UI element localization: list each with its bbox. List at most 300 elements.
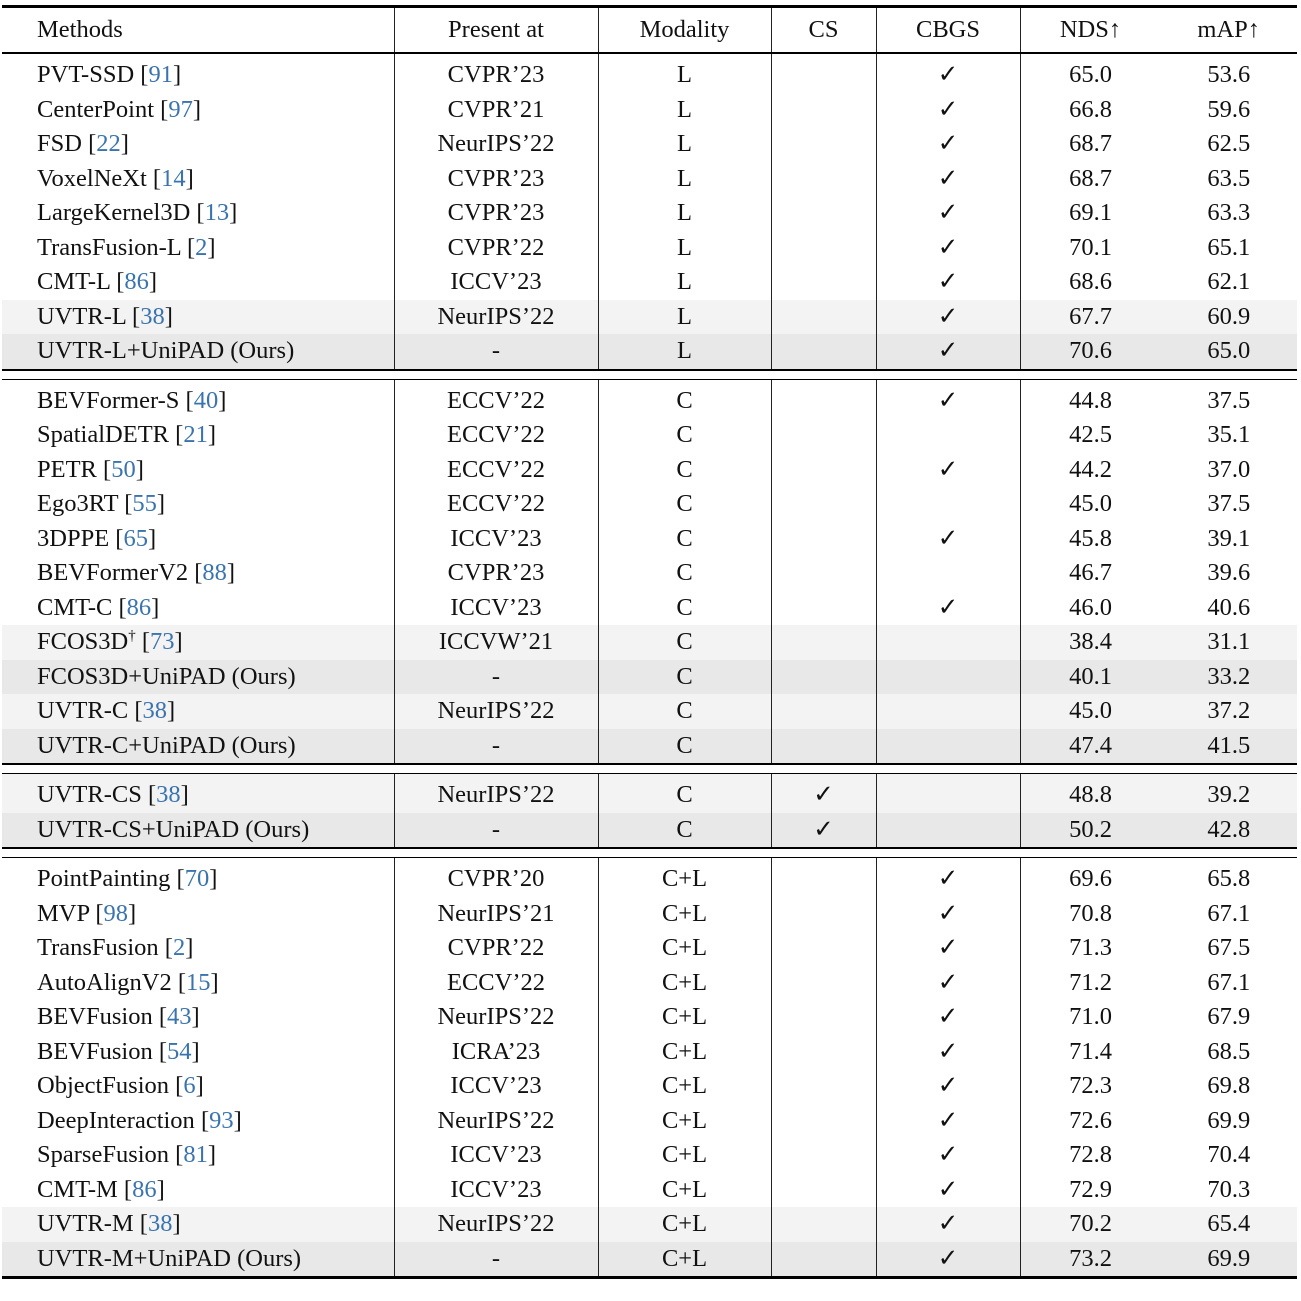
method-cell: PVT-SSD [91] [2, 53, 394, 93]
method-name: CenterPoint [37, 95, 155, 123]
modality-cell: L [598, 53, 771, 93]
venue-cell: CVPR’20 [394, 858, 598, 897]
cbgs-check-cell [876, 418, 1020, 453]
citation-link[interactable]: 86 [124, 268, 149, 295]
map-value: 67.1 [1207, 899, 1251, 927]
double-rule [2, 848, 1297, 858]
cbgs-check-cell [876, 625, 1020, 660]
cbgs-check-cell: ✓ [876, 1173, 1020, 1208]
modality-cell: C+L [598, 897, 771, 932]
venue-cell: ECCV’22 [394, 379, 598, 418]
venue-cell: - [394, 1242, 598, 1278]
map-value: 68.5 [1207, 1037, 1251, 1065]
method-cell [2, 1242, 394, 1278]
cbgs-check-cell: ✓ [876, 1069, 1020, 1104]
method-cell: UVTR-CS [38] [2, 774, 394, 813]
cs-check-cell [771, 522, 876, 557]
nds-value: 72.3 [1069, 1072, 1112, 1099]
nds-value: 45.8 [1069, 524, 1112, 552]
modality-cell: C [598, 694, 771, 729]
cbgs-check-cell [876, 660, 1020, 695]
modality-cell: C+L [598, 1138, 771, 1173]
method-name: TransFusion [37, 934, 159, 961]
nds-value: 46.7 [1069, 559, 1112, 586]
cbgs-check-cell [876, 813, 1020, 849]
method-name: MVP [37, 899, 90, 927]
method-name: UVTR-C+UniPAD (Ours) [37, 731, 296, 759]
cbgs-check-cell [876, 487, 1020, 522]
cs-check-cell [771, 931, 876, 966]
cbgs-check-cell [876, 694, 1020, 729]
map-value: 39.1 [1207, 524, 1251, 552]
method-cell: UVTR-M [38] [2, 1207, 394, 1242]
nds-value: 72.9 [1069, 1175, 1112, 1203]
map-value: 63.5 [1207, 164, 1251, 192]
method-name: CMT-L [37, 268, 111, 295]
venue-cell: ECCV’22 [394, 966, 598, 1001]
table-row [2, 487, 1297, 522]
nds-value: 69.6 [1069, 865, 1112, 892]
nds-value: 70.2 [1069, 1210, 1112, 1237]
method-cell: UVTR-L [38] [2, 300, 394, 335]
cs-check-cell [771, 625, 876, 660]
nds-value: 73.2 [1020, 1242, 1161, 1278]
method-cell: CMT-L [86] [2, 265, 394, 300]
table-row [2, 127, 1297, 162]
cs-check-cell: ✓ [771, 813, 876, 849]
nds-value: 45.0 [1069, 697, 1112, 724]
method-name: FSD [37, 130, 82, 157]
map-value: 65.0 [1207, 337, 1251, 364]
method-cell [2, 813, 394, 849]
modality-cell: L [598, 231, 771, 266]
method-cell: PETR [50] [2, 453, 394, 488]
map-value: 39.2 [1207, 781, 1251, 808]
citation-link[interactable]: 38 [156, 781, 181, 808]
modality-cell: C+L [598, 1173, 771, 1208]
map-value: 37.0 [1207, 455, 1251, 483]
cs-check-cell [771, 334, 876, 370]
method-cell [2, 660, 394, 695]
cs-check-cell [771, 1069, 876, 1104]
citation-link[interactable]: 86 [132, 1175, 157, 1203]
cbgs-check-cell: ✓ [876, 858, 1020, 897]
method-name: BEVFusion [37, 1037, 153, 1065]
table-row [2, 625, 1297, 660]
method-name: Ego3RT [37, 490, 119, 517]
table-row [2, 858, 1297, 897]
header-cbgs: CBGS [876, 7, 1020, 54]
modality-cell: C+L [598, 1069, 771, 1104]
method-name: SpatialDETR [37, 421, 170, 448]
citation-link[interactable]: 54 [167, 1037, 192, 1065]
nds-value: 42.5 [1069, 421, 1112, 448]
map-value: 37.2 [1207, 697, 1251, 724]
venue-cell: ICCV’23 [394, 1069, 598, 1104]
venue-cell: CVPR’23 [394, 53, 598, 93]
map-value: 33.2 [1207, 662, 1251, 690]
venue-cell: NeurIPS’22 [394, 774, 598, 813]
table-row [2, 453, 1297, 488]
venue-cell: NeurIPS’22 [394, 694, 598, 729]
citation-link[interactable]: 22 [96, 130, 121, 157]
map-value: 41.5 [1207, 731, 1251, 759]
header-map: mAP↑ [1197, 16, 1261, 43]
map-value: 65.8 [1207, 865, 1251, 892]
cs-check-cell [771, 93, 876, 128]
cs-check-cell [771, 418, 876, 453]
cbgs-check-cell: ✓ [876, 231, 1020, 266]
method-cell: SpatialDETR [21] [2, 418, 394, 453]
citation-link[interactable]: 86 [126, 593, 152, 621]
cbgs-check-cell: ✓ [876, 53, 1020, 93]
cbgs-check-cell [876, 774, 1020, 813]
cbgs-check-cell: ✓ [876, 1207, 1020, 1242]
cbgs-check-cell: ✓ [876, 897, 1020, 932]
nds-value: 70.6 [1069, 337, 1112, 364]
header-cs: CS [771, 7, 876, 54]
table-row [2, 931, 1297, 966]
citation-link[interactable]: 91 [148, 61, 173, 88]
table-row [2, 897, 1297, 932]
cbgs-check-cell: ✓ [876, 162, 1020, 197]
citation-link[interactable]: 15 [186, 968, 211, 996]
modality-cell: L [598, 162, 771, 197]
header-present-at: Present at [394, 7, 598, 54]
modality-cell: C [598, 453, 771, 488]
method-cell: BEVFusion [43] [2, 1000, 394, 1035]
venue-cell: CVPR’21 [394, 93, 598, 128]
modality-cell: L [598, 334, 771, 370]
table-row [2, 774, 1297, 813]
section-divider [2, 370, 1297, 380]
table-row [2, 1069, 1297, 1104]
method-cell: PointPainting [70] [2, 858, 394, 897]
cbgs-check-cell: ✓ [876, 379, 1020, 418]
table-row [2, 196, 1297, 231]
citation-link[interactable]: 38 [147, 1210, 173, 1237]
nds-value: 71.4 [1069, 1037, 1112, 1065]
table-row [2, 53, 1297, 93]
method-name: AutoAlignV2 [37, 968, 172, 996]
modality-cell: C+L [598, 1000, 771, 1035]
map-value: 42.8 [1207, 815, 1251, 843]
modality-cell: C [598, 487, 771, 522]
map-value: 67.5 [1207, 934, 1251, 961]
citation-link[interactable]: 70 [184, 865, 210, 892]
cs-check-cell [771, 660, 876, 695]
map-value: 69.9 [1161, 1242, 1298, 1278]
table-row [2, 418, 1297, 453]
nds-value: 66.8 [1069, 95, 1112, 123]
venue-cell: NeurIPS’22 [394, 127, 598, 162]
citation-link[interactable]: 6 [183, 1072, 196, 1099]
header-row [2, 7, 1297, 54]
method-name: BEVFormer-S [37, 386, 180, 414]
nds-value: 70.8 [1069, 899, 1112, 927]
cs-check-cell [771, 265, 876, 300]
citation-link[interactable]: 65 [123, 524, 148, 552]
nds-value: 70.1 [1069, 233, 1112, 261]
citation-link[interactable]: 40 [193, 386, 219, 414]
cbgs-check-cell: ✓ [876, 1242, 1020, 1278]
venue-cell: ICCV’23 [394, 1138, 598, 1173]
table-row [2, 1104, 1297, 1139]
method-name: PointPainting [37, 865, 171, 892]
cs-check-cell [771, 858, 876, 897]
method-cell: BEVFormer-S [40] [2, 379, 394, 418]
method-cell: UVTR-C [38] [2, 694, 394, 729]
citation-link[interactable]: 81 [183, 1141, 208, 1168]
cs-check-cell [771, 300, 876, 335]
method-name: PETR [37, 455, 97, 483]
table-row [2, 231, 1297, 266]
method-cell: BEVFusion [54] [2, 1035, 394, 1070]
cbgs-check-cell: ✓ [876, 1138, 1020, 1173]
method-name: UVTR-CS+UniPAD (Ours) [37, 815, 310, 843]
method-cell: MVP [98] [2, 897, 394, 932]
venue-cell: ECCV’22 [394, 487, 598, 522]
modality-cell: C+L [598, 1104, 771, 1139]
modality-cell: L [598, 127, 771, 162]
cs-check-cell [771, 729, 876, 765]
cs-check-cell [771, 127, 876, 162]
table-row [2, 522, 1297, 557]
method-name: UVTR-CS [37, 781, 142, 808]
table-row [2, 694, 1297, 729]
cbgs-check-cell: ✓ [876, 453, 1020, 488]
dagger-footnote-mark: † [128, 627, 136, 644]
method-cell: TransFusion-L [2] [2, 231, 394, 266]
table-body [2, 53, 1297, 1278]
method-name: UVTR-M+UniPAD (Ours) [37, 1244, 302, 1272]
map-value: 70.3 [1207, 1175, 1251, 1203]
venue-cell: CVPR’23 [394, 162, 598, 197]
method-cell: CenterPoint [97] [2, 93, 394, 128]
citation-link[interactable]: 97 [168, 95, 193, 123]
venue-cell: - [394, 660, 598, 695]
map-value: 37.5 [1207, 490, 1251, 517]
venue-cell: ICCV’23 [394, 522, 598, 557]
nds-value: 65.0 [1069, 61, 1112, 88]
nds-value: 67.7 [1069, 302, 1112, 330]
nds-value: 40.1 [1069, 662, 1112, 690]
citation-link[interactable]: 43 [167, 1003, 192, 1030]
venue-cell: CVPR’23 [394, 196, 598, 231]
nds-value: 72.6 [1069, 1106, 1112, 1134]
citation-link[interactable]: 38 [142, 697, 167, 724]
cbgs-check-cell: ✓ [876, 591, 1020, 626]
cbgs-check-cell: ✓ [876, 300, 1020, 335]
map-value: 35.1 [1207, 421, 1251, 448]
nds-value: 47.4 [1069, 731, 1112, 759]
citation-link[interactable]: 55 [132, 490, 157, 517]
modality-cell: C+L [598, 931, 771, 966]
map-value: 67.9 [1207, 1003, 1251, 1030]
table-row [2, 162, 1297, 197]
nds-value: 50.2 [1069, 815, 1112, 843]
map-value: 63.3 [1207, 199, 1251, 226]
venue-cell: CVPR’22 [394, 231, 598, 266]
table-row [2, 265, 1297, 300]
map-value: 67.1 [1207, 968, 1251, 996]
cbgs-check-cell [876, 556, 1020, 591]
table-row [2, 813, 1297, 849]
map-value: 62.5 [1207, 130, 1251, 157]
method-name: 3DPPE [37, 524, 110, 552]
method-cell: SparseFusion [81] [2, 1138, 394, 1173]
cbgs-check-cell: ✓ [876, 196, 1020, 231]
nds-value: 72.8 [1069, 1141, 1112, 1168]
citation-link[interactable]: 88 [202, 559, 227, 586]
nds-value: 71.3 [1069, 934, 1112, 961]
cbgs-check-cell: ✓ [876, 93, 1020, 128]
cs-check-cell [771, 1000, 876, 1035]
table-row [2, 1242, 1297, 1278]
method-name: UVTR-L+UniPAD (Ours) [37, 337, 295, 364]
nds-value: 68.6 [1069, 268, 1112, 295]
method-name: BEVFormerV2 [37, 559, 189, 586]
modality-cell: C+L [598, 1035, 771, 1070]
venue-cell: - [394, 334, 598, 370]
citation-link[interactable]: 98 [103, 899, 128, 927]
method-cell: VoxelNeXt [14] [2, 162, 394, 197]
modality-cell: C [598, 379, 771, 418]
method-cell: TransFusion [2] [2, 931, 394, 966]
nds-value: 48.8 [1069, 781, 1112, 808]
nds-value: 38.4 [1069, 628, 1112, 655]
modality-cell: L [598, 265, 771, 300]
venue-cell: ICCV’23 [394, 591, 598, 626]
cs-check-cell [771, 53, 876, 93]
method-name: TransFusion-L [37, 233, 181, 261]
modality-cell: L [598, 196, 771, 231]
modality-cell: C [598, 522, 771, 557]
citation-link[interactable]: 93 [209, 1106, 234, 1134]
cs-check-cell [771, 556, 876, 591]
double-rule [2, 764, 1297, 774]
venue-cell: CVPR’23 [394, 556, 598, 591]
citation-link[interactable]: 73 [150, 628, 175, 655]
venue-cell: NeurIPS’22 [394, 1000, 598, 1035]
table-row [2, 966, 1297, 1001]
cs-check-cell [771, 1104, 876, 1139]
method-cell: BEVFormerV2 [88] [2, 556, 394, 591]
nds-value: 68.7 [1069, 164, 1112, 192]
method-name: UVTR-M [37, 1210, 134, 1237]
method-name: FCOS3D+UniPAD (Ours) [37, 662, 296, 690]
method-name: ObjectFusion [37, 1072, 170, 1099]
citation-link[interactable]: 2 [172, 934, 186, 961]
cs-check-cell [771, 196, 876, 231]
citation-link[interactable]: 13 [204, 199, 230, 226]
method-cell: ObjectFusion [6] [2, 1069, 394, 1104]
nds-value: 44.2 [1069, 455, 1112, 483]
header-methods: Methods [2, 7, 394, 54]
table-row [2, 556, 1297, 591]
cbgs-check-cell: ✓ [876, 522, 1020, 557]
cbgs-check-cell: ✓ [876, 1104, 1020, 1139]
cs-check-cell [771, 1242, 876, 1278]
method-cell: DeepInteraction [93] [2, 1104, 394, 1139]
cs-check-cell [771, 1173, 876, 1208]
modality-cell: C [598, 729, 771, 765]
venue-cell: NeurIPS’22 [394, 300, 598, 335]
cs-check-cell [771, 694, 876, 729]
table-row [2, 1035, 1297, 1070]
map-value: 62.1 [1207, 268, 1251, 295]
header-nds: NDS↑ [1059, 16, 1122, 43]
modality-cell: C [598, 774, 771, 813]
table-row [2, 591, 1297, 626]
map-value: 37.5 [1207, 386, 1251, 414]
nds-value: 44.8 [1069, 386, 1112, 414]
venue-cell: NeurIPS’22 [394, 1104, 598, 1139]
table-row [2, 660, 1297, 695]
method-cell: FSD [22] [2, 127, 394, 162]
venue-cell: ICRA’23 [394, 1035, 598, 1070]
cs-check-cell [771, 591, 876, 626]
cs-check-cell [771, 162, 876, 197]
modality-cell: L [598, 300, 771, 335]
venue-cell: ICCV’23 [394, 265, 598, 300]
citation-link[interactable]: 21 [183, 421, 208, 448]
table-row [2, 1000, 1297, 1035]
method-cell: Ego3RT [55] [2, 487, 394, 522]
cs-check-cell [771, 897, 876, 932]
venue-cell: NeurIPS’21 [394, 897, 598, 932]
table-row [2, 729, 1297, 765]
cs-check-cell: ✓ [771, 774, 876, 813]
method-name: VoxelNeXt [37, 164, 147, 192]
modality-cell: C [598, 660, 771, 695]
cs-check-cell [771, 1207, 876, 1242]
citation-link[interactable]: 2 [195, 233, 208, 261]
citation-link[interactable]: 14 [161, 164, 186, 192]
venue-cell: NeurIPS’22 [394, 1207, 598, 1242]
method-name: LargeKernel3D [37, 199, 191, 226]
method-name: DeepInteraction [37, 1106, 195, 1134]
modality-cell: C+L [598, 1242, 771, 1278]
nds-value: 69.1 [1069, 199, 1112, 226]
comparison-table [2, 5, 1297, 1279]
venue-cell: ECCV’22 [394, 453, 598, 488]
citation-link[interactable]: 50 [111, 455, 136, 483]
nds-value: 45.0 [1069, 490, 1112, 517]
double-rule [2, 370, 1297, 380]
modality-cell: C [598, 418, 771, 453]
nds-value: 68.7 [1069, 130, 1112, 157]
map-value: 40.6 [1207, 593, 1251, 621]
table-row [2, 300, 1297, 335]
cs-check-cell [771, 1138, 876, 1173]
cbgs-check-cell: ✓ [876, 265, 1020, 300]
method-cell: LargeKernel3D [13] [2, 196, 394, 231]
table-row [2, 334, 1297, 370]
map-value: 53.6 [1207, 61, 1251, 88]
map-value: 31.1 [1207, 628, 1251, 655]
cbgs-check-cell: ✓ [876, 334, 1020, 370]
table-row [2, 1173, 1297, 1208]
citation-link[interactable]: 38 [140, 302, 165, 330]
modality-cell: C [598, 556, 771, 591]
cbgs-check-cell: ✓ [876, 1000, 1020, 1035]
method-name: UVTR-L [37, 302, 126, 330]
section-divider [2, 848, 1297, 858]
table-row [2, 1138, 1297, 1173]
nds-value: 71.0 [1069, 1003, 1112, 1030]
section-divider [2, 764, 1297, 774]
